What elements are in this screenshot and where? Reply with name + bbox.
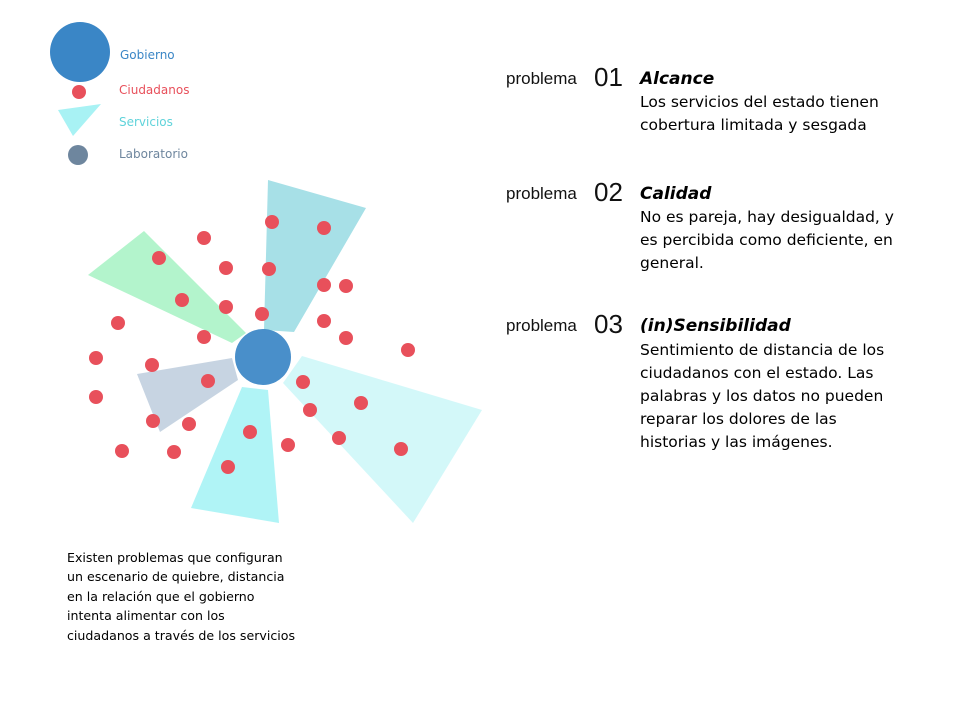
problem-number: 02 bbox=[594, 177, 623, 207]
citizen-dot bbox=[332, 431, 346, 445]
citizen-dot bbox=[89, 390, 103, 404]
legend-label-laboratorio: Laboratorio bbox=[119, 147, 188, 161]
problem-word: problema bbox=[506, 184, 577, 203]
citizen-dot bbox=[394, 442, 408, 456]
citizen-dot bbox=[221, 460, 235, 474]
diagram-caption: Existen problemas que configuran un escenario de quiebre, distancia en la relación que el gobierno intenta alimentar con los ciudadanos a través de los servicios bbox=[67, 550, 296, 643]
citizen-dot bbox=[145, 358, 159, 372]
citizen-dot bbox=[281, 438, 295, 452]
problem-title: Alcance bbox=[640, 69, 715, 89]
citizen-dot bbox=[146, 414, 160, 428]
legend-ciudadanos-swatch bbox=[72, 85, 86, 99]
citizen-dot bbox=[115, 444, 129, 458]
citizen-dot bbox=[317, 221, 331, 235]
citizen-dot bbox=[111, 316, 125, 330]
citizen-dot bbox=[219, 300, 233, 314]
problem-title: Calidad bbox=[640, 184, 712, 204]
legend-servicios-swatch bbox=[58, 104, 101, 136]
citizen-dot bbox=[354, 396, 368, 410]
citizen-dot bbox=[167, 445, 181, 459]
service-beam-upper-left bbox=[88, 231, 246, 343]
citizen-dot bbox=[262, 262, 276, 276]
service-beam-top bbox=[264, 180, 366, 332]
citizen-dot bbox=[197, 330, 211, 344]
problem-word: problema bbox=[506, 316, 577, 335]
citizen-dot bbox=[401, 343, 415, 357]
citizen-dot bbox=[89, 351, 103, 365]
citizen-dot bbox=[197, 231, 211, 245]
citizen-dot bbox=[317, 278, 331, 292]
citizen-dot bbox=[243, 425, 257, 439]
citizen-dot bbox=[219, 261, 233, 275]
citizen-dot bbox=[317, 314, 331, 328]
legend-label-gobierno: Gobierno bbox=[120, 48, 175, 62]
citizen-dot bbox=[182, 417, 196, 431]
problem-number: 01 bbox=[594, 62, 623, 92]
legend-label-servicios: Servicios bbox=[119, 115, 173, 129]
citizen-dot bbox=[175, 293, 189, 307]
citizen-dot bbox=[296, 375, 310, 389]
legend-laboratorio-swatch bbox=[68, 145, 88, 165]
problem-description: Sentimiento de distancia de los ciudadanos con el estado. Las palabras y los datos no pueden reparar los dolores de las historias y las imágenes. bbox=[640, 341, 885, 451]
citizen-dot bbox=[339, 331, 353, 345]
problem-description: Los servicios del estado tienen cobertura limitada y sesgada bbox=[640, 93, 879, 134]
service-beam-bottom bbox=[191, 387, 279, 523]
legend-gobierno-swatch bbox=[50, 22, 110, 82]
government-hub bbox=[235, 329, 291, 385]
problem-number: 03 bbox=[594, 309, 623, 339]
legend-label-ciudadanos: Ciudadanos bbox=[119, 83, 190, 97]
citizen-dot bbox=[255, 307, 269, 321]
citizen-dot bbox=[152, 251, 166, 265]
citizen-dot bbox=[303, 403, 317, 417]
problem-word: problema bbox=[506, 69, 577, 88]
citizen-dot bbox=[201, 374, 215, 388]
citizen-dot bbox=[265, 215, 279, 229]
problem-title: (in)Sensibilidad bbox=[640, 316, 791, 336]
service-beam-right bbox=[283, 356, 482, 523]
citizen-dot bbox=[339, 279, 353, 293]
problem-description: No es pareja, hay desigualdad, y es percibida como deficiente, en general. bbox=[640, 208, 894, 272]
